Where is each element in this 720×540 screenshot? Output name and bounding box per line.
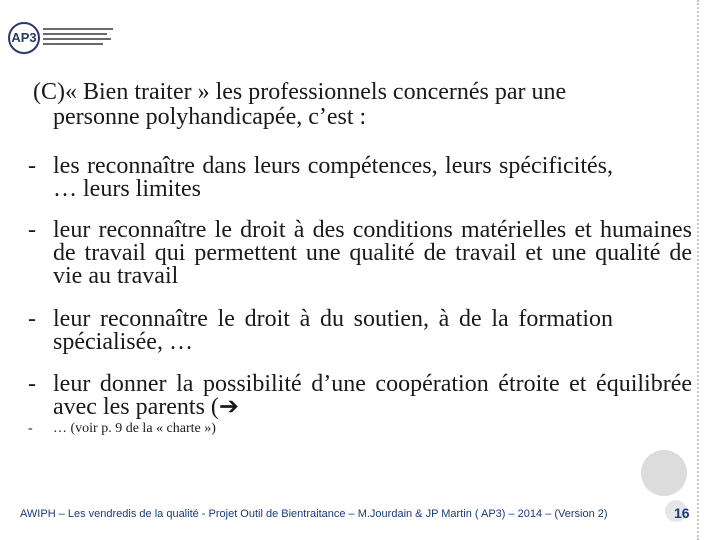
decorative-circle-large — [641, 450, 687, 496]
logo-mark: AP3 — [8, 22, 40, 54]
list-dash: - — [28, 306, 36, 332]
list-item — [28, 219, 692, 288]
small-item-text: … (voir p. 9 de la « charte ») — [53, 421, 216, 436]
list-dash: - — [28, 371, 36, 397]
intro-paragraph — [33, 80, 693, 130]
intro-line-1: (C)« Bien traiter » les professionnels concernés par une — [33, 79, 567, 105]
list-item — [28, 308, 692, 354]
ap3-logo — [6, 20, 116, 56]
list-item-text: leur donner la possibilité d’une coopération étroite et équilibrée avec les parents (➔ — [53, 371, 692, 420]
list-dash: - — [28, 217, 36, 243]
logo-tagline-lines — [43, 28, 113, 48]
footer-credits: AWIPH – Les vendredis de la qualité - Projet Outil de Bientraitance – M.Jourdain & JP Martin ( AP3) – 2014 – (Version 2) — [20, 508, 608, 520]
list-item-text: leur reconnaître le droit à des conditions matérielles et humaines de travail qui permettent une qualité de travail et une qualité de vie au travail — [53, 217, 692, 289]
list-item — [28, 373, 692, 419]
list-item-text: les reconnaître dans leurs compétences, leurs spécificités, … leurs limites — [53, 153, 613, 202]
list-dash: - — [28, 421, 33, 436]
list-item — [28, 155, 692, 201]
intro-line-2: personne polyhandicapée, c’est : — [53, 104, 367, 130]
list-item-text: leur reconnaître le droit à du soutien, à de la formation spécialisée, … — [53, 306, 613, 355]
list-dash: - — [28, 153, 36, 179]
page-number: 16 — [674, 505, 690, 521]
right-border-rule — [697, 0, 699, 540]
